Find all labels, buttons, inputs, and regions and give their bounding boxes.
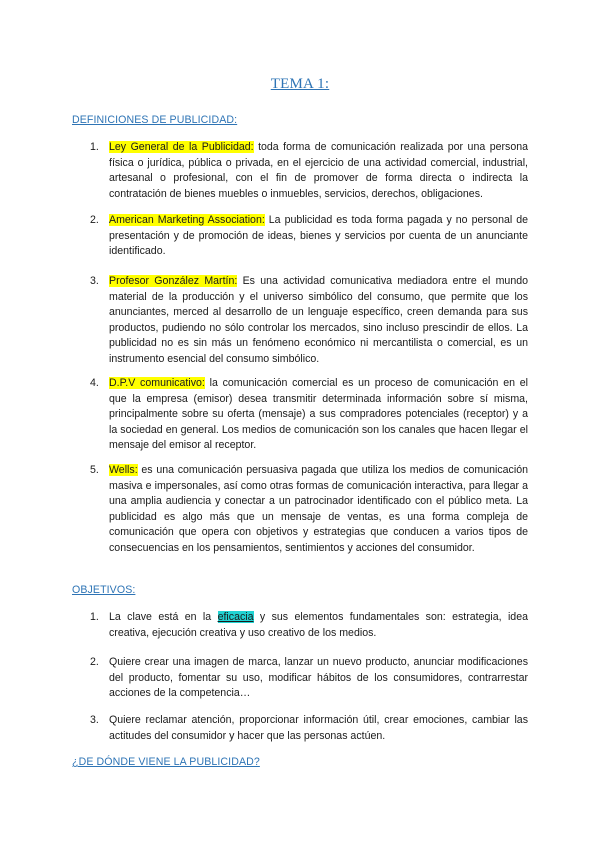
item-number: 5. (90, 464, 99, 476)
item-text-pre: La clave está en la (109, 611, 218, 623)
highlighted-term: D.P.V comunicativo: (109, 377, 205, 389)
item-number: 1. (90, 611, 99, 623)
item-text: la comunicación comercial es un proceso de comunicación en el que la empresa (emisor) desea transmitir determinada información sobre sí misma, principalmente sobre su oferta (mensaje) a sus compradores potenciales (receptor) y a la sociedad en general. Los medios de comunicación son los canales que hacen llegar el mensaje del emisor al receptor. (109, 377, 528, 452)
item-number: 3. (90, 714, 99, 726)
page-title: TEMA 1: (270, 76, 330, 92)
item-text: Es una actividad comunicativa mediadora entre el mundo material de la producción y el universo simbólico del consumo, que permite que los anunciantes, merced al desarrollo de un lenguaje específico, creen demanda para sus productos, pudiendo no sólo controlar los mercados, sino incluso prescindir de ellos. La publicidad no es sin más un fenómeno económico ni mercantilista o comercial, es un instrumento esencial del consumo simbólico. (109, 275, 528, 365)
item-number: 4. (90, 377, 99, 389)
item-text: Quiere reclamar atención, proporcionar información útil, crear emociones, cambiar las actitudes del consumidor y hacer que las personas actúen. (109, 714, 528, 742)
item-body (109, 610, 528, 641)
item-number: 2. (90, 214, 99, 226)
item-text: toda forma de comunicación realizada por una persona física o jurídica, pública o privada, en el ejercicio de una actividad comercial, industrial, artesanal o profesional, con el fin de promover de forma directa o indirecta la contratación de bienes muebles o inmuebles, servicios, derechos, obligaciones. (109, 141, 528, 200)
highlighted-term: American Marketing Association: (109, 214, 265, 226)
definition-item (90, 140, 528, 202)
highlighted-term: Wells: (109, 464, 138, 476)
item-body (109, 655, 528, 702)
section-heading-definiciones: DEFINICIONES DE PUBLICIDAD: (72, 114, 238, 126)
item-body (109, 140, 528, 202)
item-number: 2. (90, 656, 99, 668)
item-body (109, 463, 528, 557)
item-body (109, 274, 528, 368)
item-body (109, 713, 528, 744)
item-body (109, 213, 528, 260)
item-body (109, 376, 528, 454)
objective-item (90, 713, 528, 744)
highlighted-term: Ley General de la Publicidad: (109, 141, 254, 153)
highlighted-term: Profesor González Martín: (109, 275, 238, 287)
item-number: 3. (90, 275, 99, 287)
item-number: 1. (90, 141, 99, 153)
definition-item (90, 463, 528, 557)
item-text: y sus elementos fundamentales son: estrategia, idea creativa, ejecución creativa y uso creativo de los medios. (109, 611, 528, 639)
definition-item (90, 213, 528, 260)
section-heading-objetivos: OBJETIVOS: (72, 584, 136, 596)
objective-item (90, 610, 528, 641)
item-text: es una comunicación persuasiva pagada que utiliza los medios de comunicación masiva e impersonales, así como otras formas de comunicación interactiva, para llegar a una amplia audiencia y conectar a un patrocinador identificado con el público meta. La publicidad es algo más que un mensaje de ventas, es una forma compleja de comunicación que opera con objetivos y estrategias que conducen a varios tipos de consecuencias en los pensamientos, sentimientos y acciones del consumidor. (109, 464, 528, 554)
objective-item (90, 655, 528, 702)
item-text: Quiere crear una imagen de marca, lanzar un nuevo producto, anunciar modificaciones del producto, fomentar su uso, modificar hábitos de los consumidores, contrarrestar acciones de la competencia… (109, 656, 528, 700)
definition-item (90, 274, 528, 368)
definition-item (90, 376, 528, 454)
highlighted-term: eficacia (217, 611, 254, 623)
section-heading-origen: ¿DE DÓNDE VIENE LA PUBLICIDAD? (72, 756, 260, 768)
item-text: La publicidad es toda forma pagada y no personal de presentación y de promoción de ideas, bienes y servicios por cuenta de un anunciante identificado. (109, 214, 528, 258)
